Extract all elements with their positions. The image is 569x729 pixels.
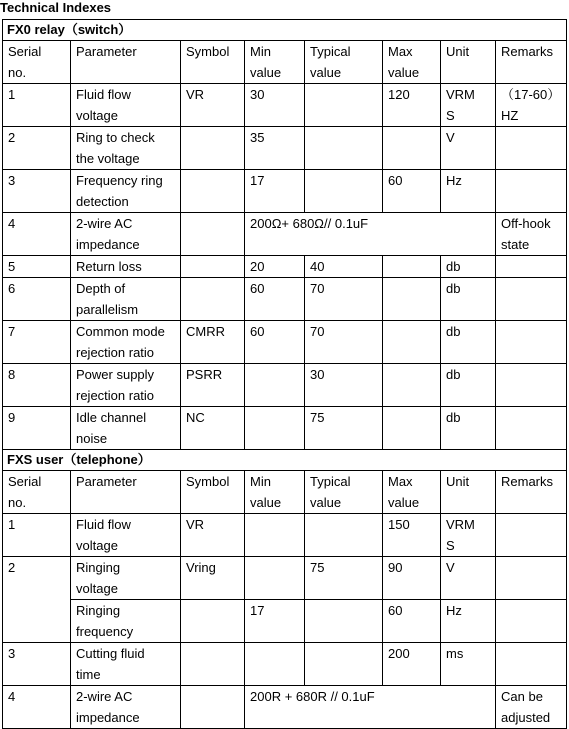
typical-value-cell [305, 170, 383, 213]
serial-cell: 2 [3, 557, 71, 643]
table-row [3, 84, 567, 127]
remarks-cell [496, 256, 567, 278]
remarks-cell [496, 407, 567, 450]
col-max-header: Max value [383, 41, 441, 84]
unit-cell: V [441, 127, 496, 170]
symbol-cell: PSRR [181, 364, 245, 407]
section-row [3, 20, 567, 41]
table-row [3, 170, 567, 213]
symbol-cell [181, 170, 245, 213]
remarks-cell [496, 170, 567, 213]
table-row [3, 278, 567, 321]
parameter-cell: Ringing frequency [71, 600, 181, 643]
symbol-cell [181, 213, 245, 256]
symbol-cell [181, 127, 245, 170]
unit-cell: VRM S [441, 84, 496, 127]
parameter-cell: Ring to check the voltage [71, 127, 181, 170]
parameter-cell: Depth of parallelism [71, 278, 181, 321]
col-typical-header: Typical value [305, 471, 383, 514]
symbol-cell: VR [181, 84, 245, 127]
header-row [3, 41, 567, 84]
min-value-cell: 20 [245, 256, 305, 278]
parameter-cell: Idle channel noise [71, 407, 181, 450]
min-value-cell [245, 364, 305, 407]
remarks-cell [496, 278, 567, 321]
symbol-cell [181, 643, 245, 686]
serial-cell: 8 [3, 364, 71, 407]
symbol-cell: Vring [181, 557, 245, 600]
max-value-cell: 90 [383, 557, 441, 600]
max-value-cell [383, 321, 441, 364]
typical-value-cell [305, 84, 383, 127]
remarks-cell: （17-60） HZ [496, 84, 567, 127]
serial-cell: 3 [3, 170, 71, 213]
max-value-cell [383, 278, 441, 321]
col-max-header: Max value [383, 471, 441, 514]
remarks-cell [496, 643, 567, 686]
unit-cell: ms [441, 643, 496, 686]
serial-cell: 3 [3, 643, 71, 686]
remarks-cell [496, 514, 567, 557]
col-remarks-header: Remarks [496, 471, 567, 514]
section-row [3, 450, 567, 471]
typical-value-cell: 70 [305, 321, 383, 364]
min-value-cell [245, 407, 305, 450]
unit-cell: db [441, 321, 496, 364]
col-typical-header: Typical value [305, 41, 383, 84]
min-value-cell [245, 643, 305, 686]
remarks-cell [496, 557, 567, 600]
typical-value-cell: 40 [305, 256, 383, 278]
parameter-cell: Return loss [71, 256, 181, 278]
serial-cell: 2 [3, 127, 71, 170]
min-value-cell [245, 557, 305, 600]
typical-value-cell: 75 [305, 407, 383, 450]
unit-cell: Hz [441, 600, 496, 643]
typical-value-cell [305, 600, 383, 643]
table-row [3, 514, 567, 557]
impedance-value-cell: 200R + 680R // 0.1uF [245, 686, 496, 729]
max-value-cell [383, 127, 441, 170]
table-row [3, 213, 567, 256]
table-row [3, 643, 567, 686]
table-row [3, 600, 567, 643]
symbol-cell: CMRR [181, 321, 245, 364]
symbol-cell [181, 686, 245, 729]
min-value-cell: 60 [245, 278, 305, 321]
min-value-cell: 17 [245, 170, 305, 213]
col-parameter-header: Parameter [71, 41, 181, 84]
unit-cell: V [441, 557, 496, 600]
col-serial-header: Serial no. [3, 41, 71, 84]
typical-value-cell [305, 643, 383, 686]
symbol-cell: NC [181, 407, 245, 450]
serial-cell: 9 [3, 407, 71, 450]
section-title: FXS user（telephone） [3, 450, 567, 471]
typical-value-cell: 30 [305, 364, 383, 407]
max-value-cell: 200 [383, 643, 441, 686]
symbol-cell [181, 278, 245, 321]
parameter-cell: Ringing voltage [71, 557, 181, 600]
remarks-cell [496, 321, 567, 364]
serial-cell: 4 [3, 213, 71, 256]
serial-cell: 1 [3, 514, 71, 557]
unit-cell: db [441, 364, 496, 407]
parameter-cell: Fluid flow voltage [71, 514, 181, 557]
min-value-cell [245, 514, 305, 557]
typical-value-cell [305, 514, 383, 557]
section-title: FX0 relay（switch） [3, 20, 567, 41]
unit-cell: db [441, 407, 496, 450]
table-row [3, 407, 567, 450]
symbol-cell [181, 600, 245, 643]
max-value-cell [383, 256, 441, 278]
parameter-cell: Power supply rejection ratio [71, 364, 181, 407]
max-value-cell [383, 407, 441, 450]
serial-cell: 5 [3, 256, 71, 278]
unit-cell: VRM S [441, 514, 496, 557]
page-title: Technical Indexes [0, 0, 112, 15]
col-unit-header: Unit [441, 41, 496, 84]
min-value-cell: 30 [245, 84, 305, 127]
spec-table [2, 19, 567, 729]
remarks-cell: Off-hook state [496, 213, 567, 256]
serial-cell: 7 [3, 321, 71, 364]
unit-cell: db [441, 256, 496, 278]
col-parameter-header: Parameter [71, 471, 181, 514]
min-value-cell: 17 [245, 600, 305, 643]
remarks-cell: Can be adjusted [496, 686, 567, 729]
typical-value-cell: 70 [305, 278, 383, 321]
col-symbol-header: Symbol [181, 41, 245, 84]
max-value-cell: 60 [383, 600, 441, 643]
remarks-cell [496, 600, 567, 643]
max-value-cell [383, 364, 441, 407]
col-unit-header: Unit [441, 471, 496, 514]
serial-cell: 6 [3, 278, 71, 321]
table-row [3, 321, 567, 364]
remarks-cell [496, 364, 567, 407]
symbol-cell [181, 256, 245, 278]
parameter-cell: 2-wire AC impedance [71, 213, 181, 256]
unit-cell: Hz [441, 170, 496, 213]
serial-cell: 1 [3, 84, 71, 127]
parameter-cell: Fluid flow voltage [71, 84, 181, 127]
col-min-header: Min value [245, 41, 305, 84]
impedance-value-cell: 200Ω+ 680Ω// 0.1uF [245, 213, 496, 256]
parameter-cell: 2-wire AC impedance [71, 686, 181, 729]
max-value-cell: 150 [383, 514, 441, 557]
parameter-cell: Common mode rejection ratio [71, 321, 181, 364]
table-row [3, 256, 567, 278]
col-remarks-header: Remarks [496, 41, 567, 84]
typical-value-cell [305, 127, 383, 170]
table-row [3, 127, 567, 170]
symbol-cell: VR [181, 514, 245, 557]
table-row [3, 557, 567, 600]
col-min-header: Min value [245, 471, 305, 514]
table-row [3, 364, 567, 407]
max-value-cell: 120 [383, 84, 441, 127]
max-value-cell: 60 [383, 170, 441, 213]
header-row [3, 471, 567, 514]
serial-cell: 4 [3, 686, 71, 729]
parameter-cell: Cutting fluid time [71, 643, 181, 686]
typical-value-cell: 75 [305, 557, 383, 600]
unit-cell: db [441, 278, 496, 321]
table-row [3, 686, 567, 729]
remarks-cell [496, 127, 567, 170]
min-value-cell: 60 [245, 321, 305, 364]
col-serial-header: Serial no. [3, 471, 71, 514]
col-symbol-header: Symbol [181, 471, 245, 514]
min-value-cell: 35 [245, 127, 305, 170]
parameter-cell: Frequency ring detection [71, 170, 181, 213]
